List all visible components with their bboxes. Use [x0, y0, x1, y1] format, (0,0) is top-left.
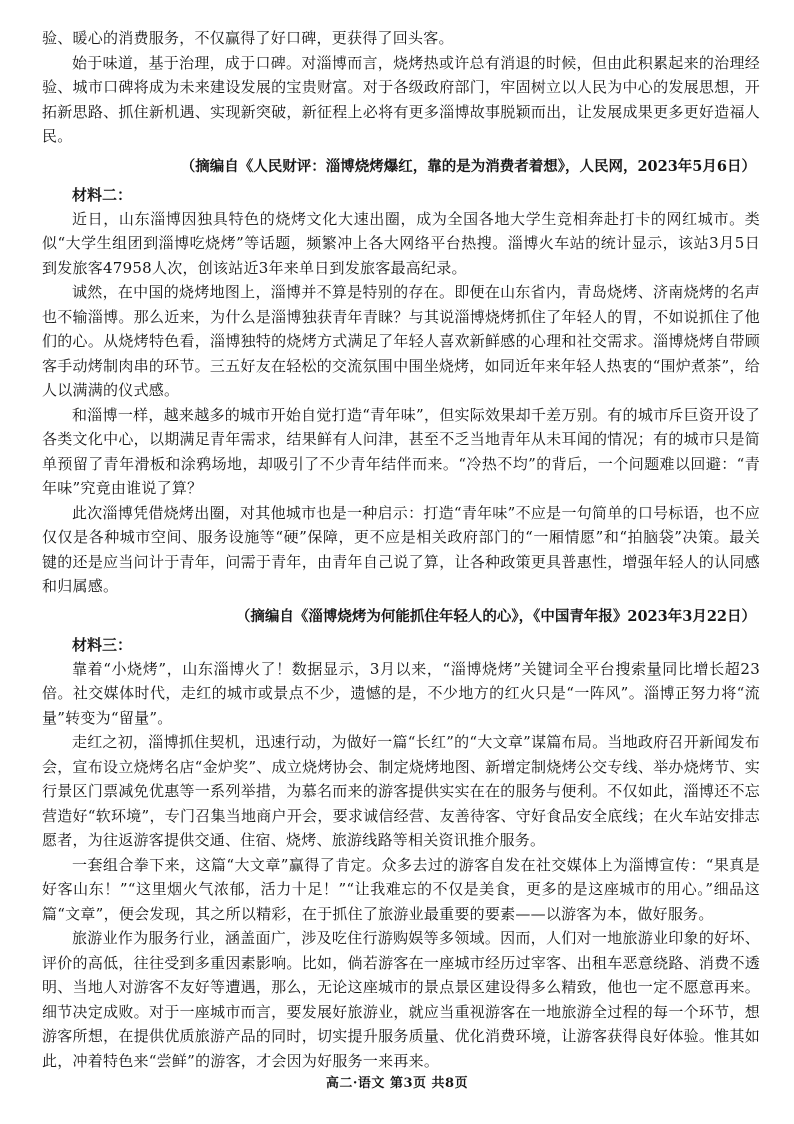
paragraph: 诚然，在中国的烧烤地图上，淄博并不算是特别的存在。即便在山东省内，青岛烧烤、济南烧烤的名声也不输淄博。那么近来，为什么是淄博独获青年青睐？与其说淄博烧烤抓住了年轻人的胃，不如说抓住了他们的心。从烧烤特色看，淄博独特的烧烤方式满足了年轻人喜欢新鲜感的心理和社交需求。淄博烧烤自带顾客手动烤制肉串的环节。三五好友在轻松的交流氛围中围坐烧烤，如同近年来年轻人热衷的“围炉煮茶”，给人以满满的仪式感。: [42, 283, 760, 399]
paragraph: 走红之初，淄博抓住契机，迅速行动，为做好一篇“长红”的“大文章”谋篇布局。当地政府召开新闻发布会，宣布设立烧烤名店“金炉奖”、成立烧烤协会、制定烧烤地图、新增定制烧烤公交专线、举办烧烤节、实行景区门票减免优惠等一系列举措，为慕名而来的游客提供实实在在的服务与便利。不仅如此，淄博还不忘营造好“软环境”，专门召集当地商户开会，要求诚信经营、友善待客、守好食品安全底线；在火车站安排志愿者，为往返游客提供交通、住宿、烧烤、旅游线路等相关资讯推介服务。: [42, 733, 760, 849]
paragraph: 近日，山东淄博因独具特色的烧烤文化大速出圈，成为全国各地大学生竞相奔赴打卡的网红城市。类似“大学生组团到淄博吃烧烤”等话题，频繁冲上各大网络平台热搜。淄博火车站的统计显示，该站3月5日到发旅客47958人次，创该站近3年来单日到发旅客最高纪录。: [42, 209, 760, 277]
paragraph: 旅游业作为服务行业，涵盖面广，涉及吃住行游购娱等多领域。因而，人们对一地旅游业印象的好坏、评价的高低，往往受到多重因素影响。比如，倘若游客在一座城市经历过宰客、出租车恶意绕路、消费不透明、当地人对游客不友好等遭遇，那么，无论这座城市的景点景区建设得多么精致，他也一定不愿意再来。细节决定成败。对于一座城市而言，要发展好旅游业，就应当重视游客在一地旅游全过程的每一个环节，想游客所想，在提供优质旅游产品的同时，切实提升服务质量、优化消费环境，让游客获得良好体验。惟其如此，冲着特色来“尝鲜”的游客，才会因为好服务一来再来。: [42, 929, 760, 1070]
page-footer: 高二·语文 第3页 共8页: [325, 1076, 469, 1091]
paragraph: 一套组合拳下来，这篇“大文章”赢得了肯定。众多去过的游客自发在社交媒体上为淄博宣传：“果真是好客山东！”“这里烟火气浓郁，活力十足！”“让我难忘的不仅是美食，更多的是这座城市的用心。”细品这篇“文章”，便会发现，其之所以精彩，在于抓住了旅游业最重要的要素——以游客为本，做好服务。: [42, 855, 760, 923]
section-heading: 材料二：: [72, 185, 133, 204]
paragraph: 靠着“小烧烤”，山东淄博火了！数据显示，3月以来，“淄博烧烤”关键词全平台搜索量同比增长超23倍。社交媒体时代，走红的城市或景点不少，遗憾的是，不少地方的红火只是“一阵风”。淄博正努力将“流量”转变为“留量”。: [42, 659, 760, 727]
paragraph: 始于味道，基于治理，成于口碑。对淄博而言，烧烤热或许总有消退的时候，但由此积累起来的治理经验、城市口碑将成为未来建设发展的宝贵财富。对于各级政府部门，牢固树立以人民为中心的发展思想，开拓新思路、抓住新机遇、实现新突破，新征程上必将有更多淄博故事脱颖而出，让发展成果更多更好造福人民。: [42, 53, 760, 145]
paragraph: 此次淄博凭借烧烤出圈，对其他城市也是一种启示：打造“青年味”不应是一句简单的口号标语，也不应仅仅是各种城市空间、服务设施等“硬”保障，更不应是相关政府部门的“一厢情愿”和“拍脑袋”决策。最关键的还是应当问计于青年，问需于青年，由青年自己说了算，让各种政策更具普惠性，增强年轻人的认同感和归属感。: [42, 503, 760, 595]
document-page: [42, 26, 760, 1073]
paragraph: 验、暖心的消费服务，不仅赢得了好口碑，更获得了回头客。: [42, 29, 454, 47]
section-heading: 材料三：: [72, 635, 133, 654]
source-citation: （摘编自《人民财评：淄博烧烤爆红，靠的是为消费者着想》，人民网，2023年5月6日）: [180, 157, 756, 175]
source-citation: （摘编自《淄博烧烤为何能抓住年轻人的心》，《中国青年报》2023年3月22日）: [235, 607, 756, 625]
paragraph: 和淄博一样，越来越多的城市开始自觉打造“青年味”，但实际效果却千差万别。有的城市斥巨资开设了各类文化中心，以期满足青年需求，结果鲜有人问津，甚至不乏当地青年从未耳闻的情况；有的城市只是简单预留了青年滑板和涂鸦场地，却吸引了不少青年结伴而来。“冷热不均”的背后，一个问题难以回避：“青年味”究竟由谁说了算？: [42, 405, 760, 497]
